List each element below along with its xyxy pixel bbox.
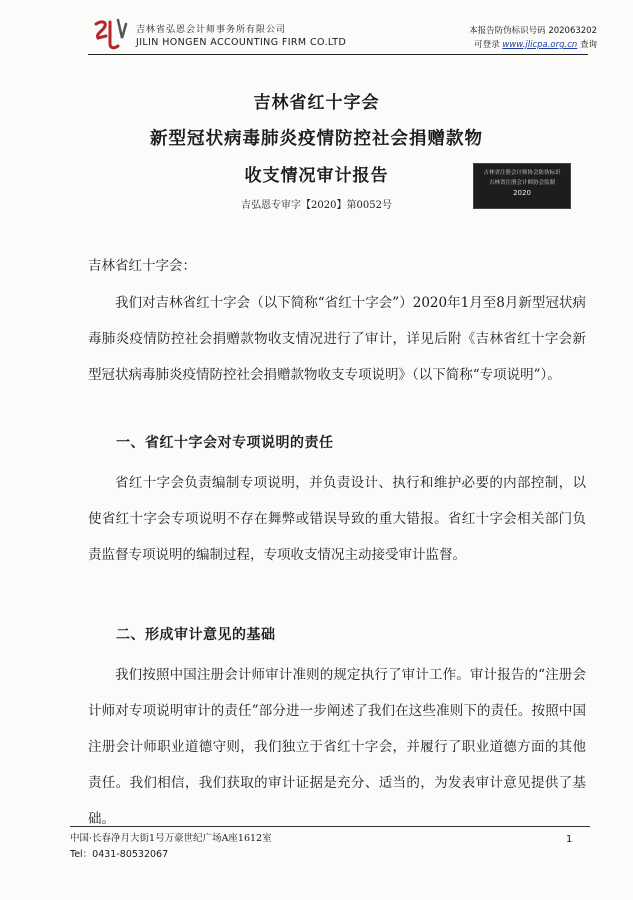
- paragraph-responsibility: 省红十字会负责编制专项说明，并负责设计、执行和维护必要的内部控制，以使省红十字会专项说明不存在舞弊或错误导致的重大错报。省红十字会相关部门负责监督专项说明的编制过程，专项收支情况主动接受审计监督。: [88, 475, 586, 563]
- section-heading-1: 一、省红十字会对专项说明的责任: [116, 435, 334, 451]
- verify-prefix: 可登录: [474, 40, 500, 50]
- report-title-line2: 新型冠状病毒肺炎疫情防控社会捐赠款物: [150, 129, 483, 149]
- firm-name-en: JILIN HONGEN ACCOUNTING FIRM CO.LTD: [136, 37, 347, 48]
- report-title-line1: 吉林省红十字会: [253, 93, 380, 113]
- anti-fake-label: 本报告防伪标识号码: [469, 26, 546, 36]
- stamp-year: 2020: [513, 189, 531, 197]
- footer-rule: [70, 826, 590, 827]
- verify-suffix: 查询: [579, 40, 597, 50]
- footer-tel: Tel：0431-80532067: [70, 849, 169, 860]
- anti-fake-stamp: [473, 163, 571, 209]
- firm-logo-icon: [92, 16, 130, 52]
- header-rule: [88, 54, 588, 55]
- stamp-line2: 吉林省注册会计师协会监制: [488, 180, 555, 186]
- paragraph-intro: 我们对吉林省红十字会（以下简称“省红十字会”）2020年1月至8月新型冠状病毒肺炎疫情防控社会捐赠款物收支情况进行了审计，详见后附《吉林省红十字会新型冠状病毒肺炎疫情防控社会捐赠款物收支专项说明》（以下简称“专项说明”）。: [88, 295, 586, 383]
- firm-name-cn: 吉林省弘恩会计师事务所有限公司: [136, 25, 287, 35]
- stamp-line1: 吉林省注册会计师协会防伪标识: [483, 170, 561, 176]
- paragraph-basis: 我们按照中国注册会计师审计准则的规定执行了审计工作。审计报告的“注册会计师对专项说明审计的责任”部分进一步阐述了我们在这些准则下的责任。按照中国注册会计师职业道德守则，我们独立于省红十字会，并履行了职业道德方面的其他责任。我们相信，我们获取的审计证据是充分、适当的，为发表审计意见提供了基础。: [88, 667, 586, 827]
- footer-address: 中国·长春净月大街1号万豪世纪广场A座1612室: [70, 833, 272, 844]
- salutation: 吉林省红十字会：: [88, 258, 196, 274]
- report-title-line3: 收支情况审计报告: [244, 166, 389, 186]
- anti-fake-number: 202063202: [548, 26, 597, 36]
- anti-fake-notice: [469, 24, 597, 52]
- section-heading-2: 二、形成审计意见的基础: [116, 627, 276, 643]
- page-number: 1: [566, 834, 573, 845]
- verify-site-link[interactable]: www.jlicpa.org.cn: [502, 40, 578, 50]
- document-number: 吉弘恩专审字【2020】第0052号: [241, 200, 392, 211]
